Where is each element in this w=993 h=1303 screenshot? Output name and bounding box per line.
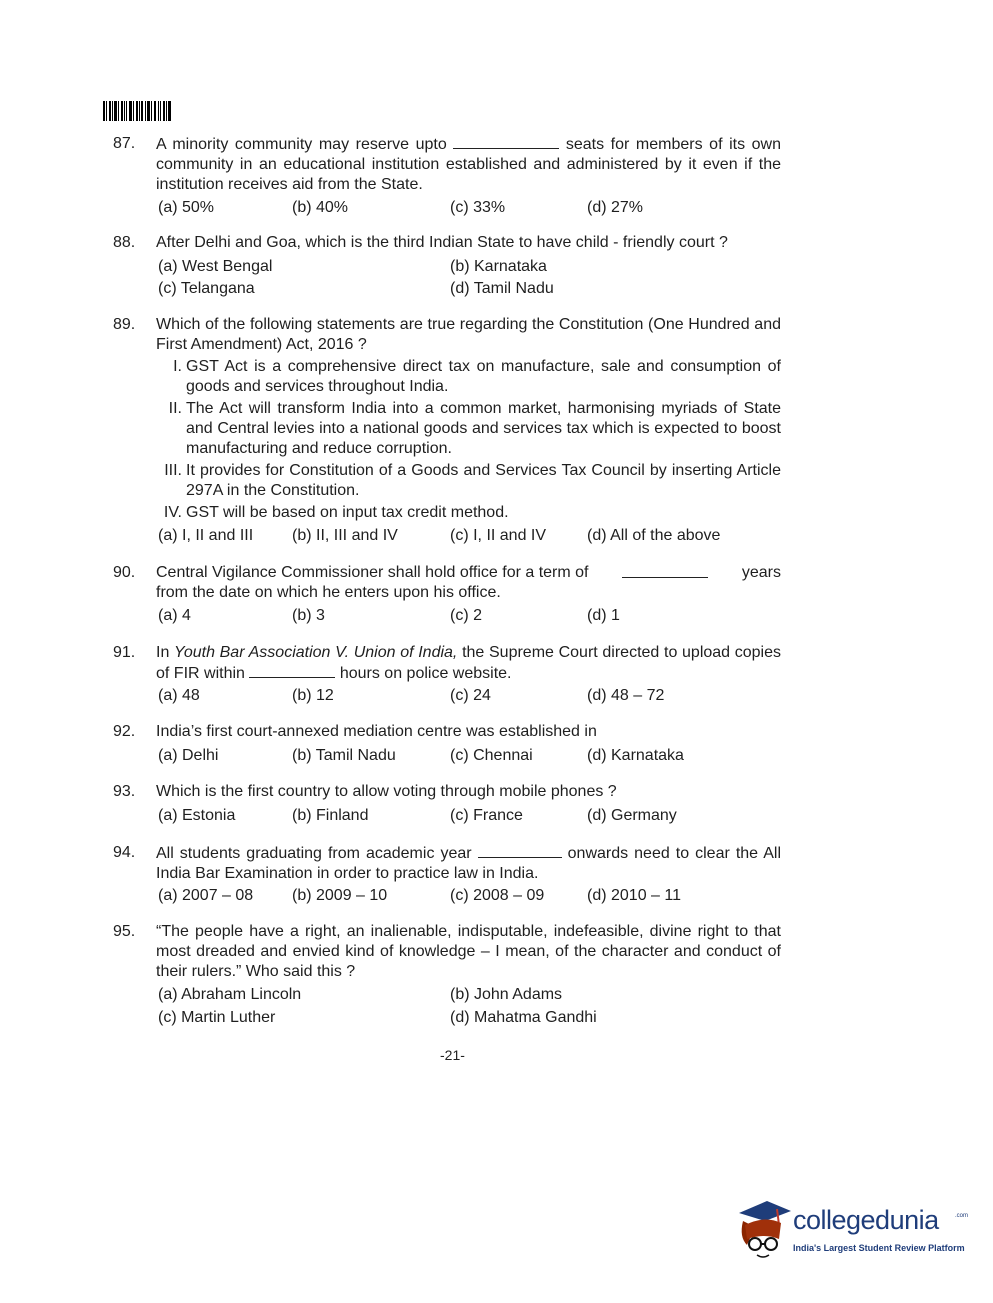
option-b: (b) II, III and IV (292, 527, 398, 544)
question-text: After Delhi and Goa, which is the third Indian State to have child - friendly court ? (156, 234, 728, 251)
option-b: (b) John Adams (450, 986, 563, 1003)
option-a: (a) 50% (158, 199, 215, 216)
option-c: (c) Martin Luther (158, 1009, 276, 1026)
question-text: A minority community may reserve upto seats for members of its own community in an educational institution established and administered by it even if the institution receives aid from the State. (156, 136, 782, 193)
logo-wordmark: collegedunia (793, 1205, 939, 1235)
question-number: 94. (113, 844, 136, 861)
option-b: (b) 3 (292, 607, 325, 624)
option-c: (c) 2 (450, 607, 482, 624)
question-number: 88. (113, 234, 136, 251)
question-text: Central Vigilance Commissioner shall hold office for a term of years from the date on which he enters upon his office. (156, 564, 781, 601)
option-a: (a) 4 (158, 607, 191, 624)
option-b: (b) Tamil Nadu (292, 747, 396, 764)
logo-domain: .com (955, 1213, 969, 1219)
option-c: (c) I, II and IV (450, 527, 547, 544)
question-text: India’s first court-annexed mediation centre was established in (156, 723, 597, 740)
option-b: (b) Finland (292, 807, 369, 824)
question-number: 93. (113, 783, 136, 800)
option-b: (b) 40% (292, 199, 349, 216)
question-number: 95. (113, 923, 136, 940)
option-a: (a) I, II and III (158, 527, 254, 544)
question-text: All students graduating from academic year onwards need to clear the All India Bar Examination in order to practice law in India. (156, 845, 781, 882)
barcode (103, 101, 171, 121)
question-number: 91. (113, 644, 136, 661)
question-number: 89. (113, 316, 136, 333)
question-number: 92. (113, 723, 136, 740)
option-d: (d) Tamil Nadu (450, 280, 554, 297)
option-d: (d) Germany (587, 807, 677, 824)
option-d: (d) 2010 – 11 (587, 887, 681, 904)
question-number: 90. (113, 564, 136, 581)
option-d: (d) Mahatma Gandhi (450, 1009, 597, 1026)
question-text: Which is the first country to allow voting through mobile phones ? (156, 783, 617, 800)
option-d: (d) All of the above (587, 527, 721, 544)
option-d: (d) 48 – 72 (587, 687, 665, 704)
option-a: (a) Delhi (158, 747, 219, 764)
question-text: “The people have a right, an inalienable, indisputable, indefeasible, divine right to that most dreaded and envied kind of knowledge – I mean, of the character and conduct of their rulers.” Who said this ? (156, 923, 781, 980)
option-a: (a) Estonia (158, 807, 236, 824)
option-c: (c) Chennai (450, 747, 533, 764)
option-b: (b) Karnataka (450, 258, 547, 275)
option-a: (a) West Bengal (158, 258, 273, 275)
question-text: In Youth Bar Association V. Union of India, the Supreme Court directed to upload copies of FIR within hours on police website. (156, 644, 782, 682)
mascot-icon (735, 1197, 793, 1267)
option-c: (c) Telangana (158, 280, 255, 297)
option-c: (c) France (450, 807, 523, 824)
option-d: (d) 1 (587, 607, 620, 624)
question-text: Which of the following statements are true regarding the Constitution (One Hundred and First Amendment) Act, 2016 ? (156, 316, 781, 353)
option-c: (c) 2008 – 09 (450, 887, 545, 904)
question-number: 87. (113, 135, 136, 152)
option-a: (a) 48 (158, 687, 200, 704)
option-d: (d) 27% (587, 199, 644, 216)
option-d: (d) Karnataka (587, 747, 684, 764)
option-a: (a) Abraham Lincoln (158, 986, 302, 1003)
option-c: (c) 24 (450, 687, 491, 704)
option-c: (c) 33% (450, 199, 506, 216)
option-b: (b) 2009 – 10 (292, 887, 388, 904)
fill-blank (453, 134, 559, 149)
option-b: (b) 12 (292, 687, 334, 704)
logo-tagline: India's Largest Student Review Platform (793, 1243, 965, 1253)
case-name: Youth Bar Association V. Union of India, (174, 644, 458, 661)
fill-blank (249, 663, 335, 678)
collegedunia-logo[interactable] (735, 1195, 969, 1270)
fill-blank (622, 563, 708, 578)
fill-blank (478, 843, 562, 858)
page-number: -21- (440, 1047, 465, 1063)
option-a: (a) 2007 – 08 (158, 887, 254, 904)
